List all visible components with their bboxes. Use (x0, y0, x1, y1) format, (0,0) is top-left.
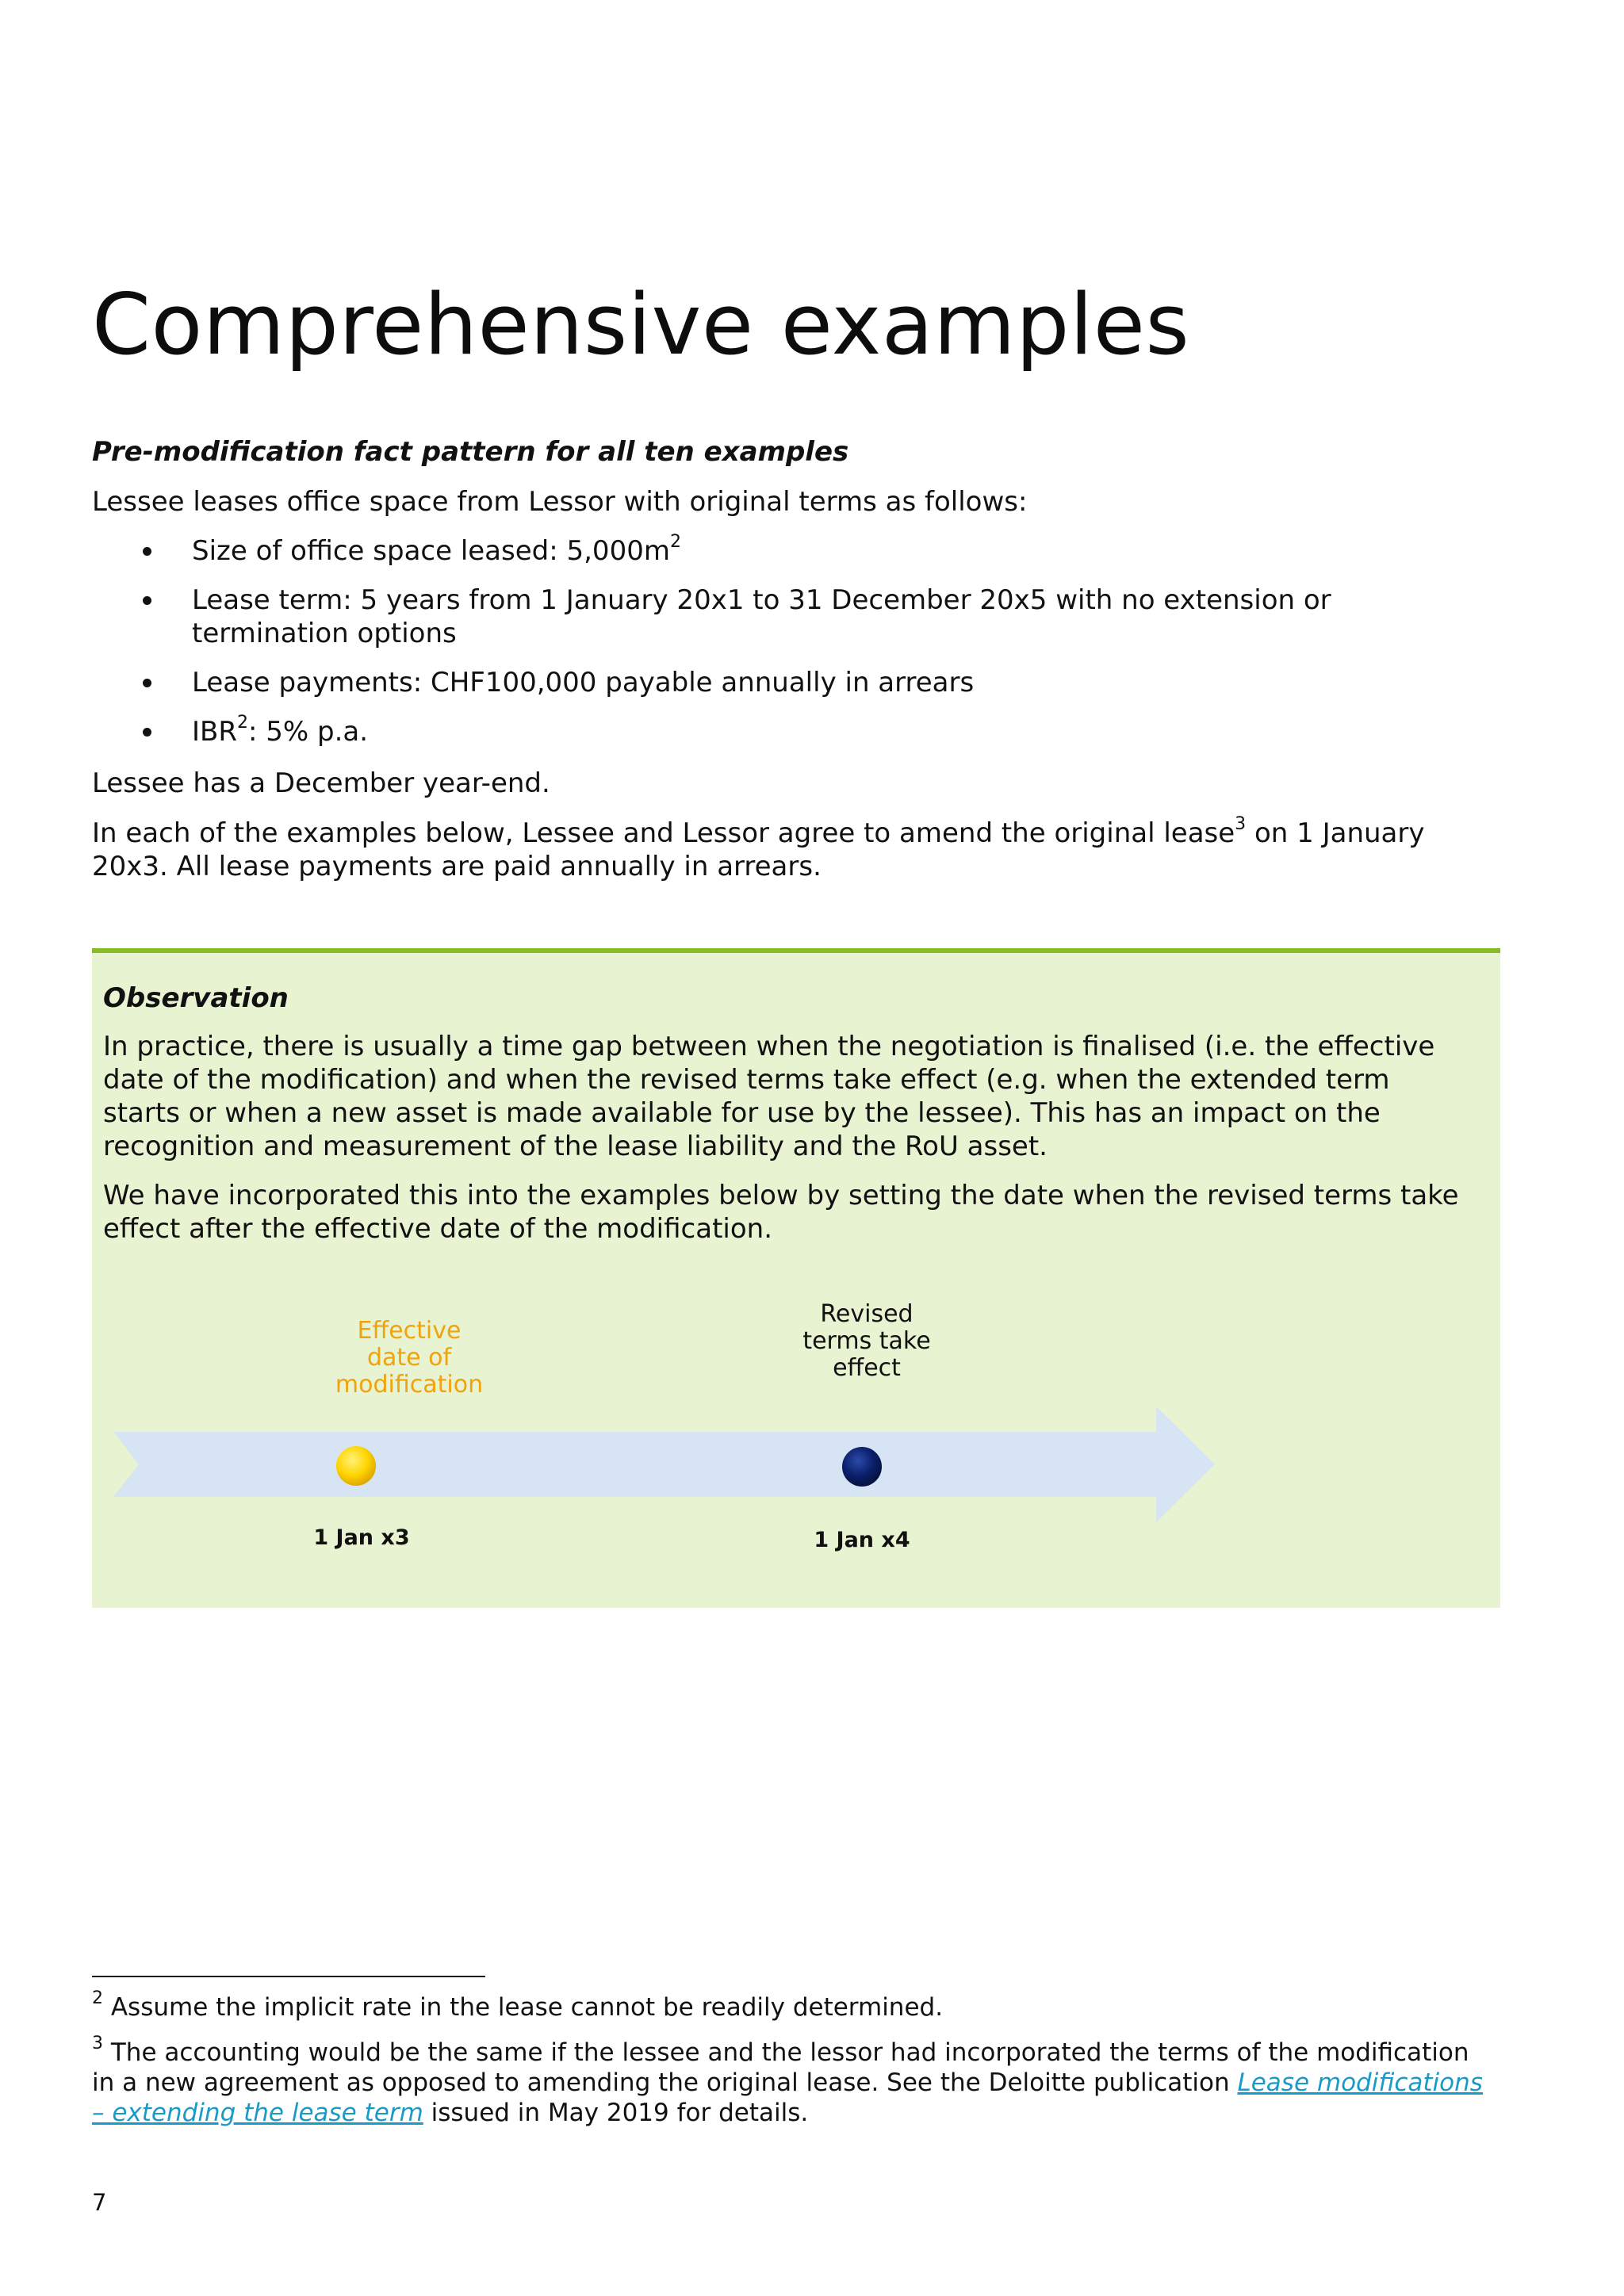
year-end-paragraph: Lessee has a December year-end. (92, 767, 550, 799)
footnote-ref[interactable]: 3 (1235, 813, 1247, 834)
bullet-text: Size of office space leased: 5,000m (192, 535, 670, 567)
lease-terms-list (92, 531, 1503, 764)
section-subheading: Pre-modification fact pattern for all ten examples (92, 436, 849, 468)
bullet-text: Lease payments: CHF100,000 payable annually in arrears (192, 667, 975, 698)
footnote-number: 2 (92, 1988, 103, 2008)
timeline-label-effective-date (306, 1318, 512, 1399)
footnote-text: in a new agreement as opposed to amending the original lease. See the Deloitte publication (92, 2068, 1238, 2097)
label-line: terms take (802, 1327, 931, 1355)
observation-line: recognition and measurement of the lease liability and the RoU asset. (103, 1131, 1048, 1162)
footnote-text: issued in May 2019 for details. (423, 2099, 809, 2127)
footnote-ref[interactable]: 2 (236, 712, 248, 733)
timeline-arrow (113, 1406, 1215, 1522)
footnote-3 (92, 2033, 1503, 2128)
amendment-text: In each of the examples below, Lessee and Lessor agree to amend the original lease (92, 817, 1235, 849)
link-text[interactable]: – extending the lease term (92, 2099, 423, 2127)
amendment-text: on 1 January (1246, 817, 1425, 849)
timeline-label-revised-terms (772, 1301, 962, 1382)
observation-box (92, 948, 1500, 1608)
event-dot-effective-date (336, 1446, 376, 1486)
label-line: Revised (820, 1300, 914, 1328)
observation-line: In practice, there is usually a time gap between when the negotiation is finalised (i.e. the effective (103, 1031, 1435, 1062)
superscript: 2 (669, 531, 681, 552)
event-dot-revised-terms (842, 1447, 882, 1487)
bullet-text: Lease term: 5 years from 1 January 20x1 to 31 December 20x5 with no extension or (192, 584, 1331, 616)
bullet-icon (143, 596, 151, 605)
intro-paragraph: Lessee leases office space from Lessor with original terms as follows: (92, 486, 1028, 518)
bullet-text: IBR (192, 716, 237, 748)
bullet-icon (143, 679, 151, 687)
amendment-text: 20x3. All lease payments are paid annually in arrears. (92, 851, 822, 882)
timeline-diagram (92, 953, 1500, 1608)
label-line: effect (833, 1354, 901, 1382)
list-item (92, 531, 1503, 568)
observation-title: Observation (103, 982, 289, 1014)
footnote-divider (92, 1976, 485, 1977)
page-number: 7 (92, 2189, 107, 2216)
list-item (92, 584, 1503, 650)
footnote-text: Assume the implicit rate in the lease cannot be readily determined. (103, 1993, 944, 2022)
observation-line: effect after the effective date of the modification. (103, 1213, 773, 1245)
bullet-text: : 5% p.a. (247, 716, 369, 748)
list-item (92, 666, 1503, 699)
footnote-number: 3 (92, 2033, 103, 2053)
list-item (92, 712, 1503, 748)
label-line: Effective (357, 1317, 462, 1345)
footnote-text: The accounting would be the same if the lessee and the lessor had incorporated the terms of the modification (103, 2038, 1469, 2067)
timeline-date-1: 1 Jan x3 (313, 1525, 410, 1550)
bullet-text: termination options (192, 618, 457, 649)
observation-line: date of the modification) and when the revised terms take effect (e.g. when the extended term (103, 1064, 1390, 1096)
observation-line: We have incorporated this into the examples below by setting the date when the revised terms take (103, 1180, 1459, 1211)
bullet-icon (143, 547, 151, 556)
footnote-2 (92, 1988, 1503, 2022)
amendment-paragraph (92, 813, 1503, 883)
observation-line: starts or when a new asset is made available for use by the lessee). This has an impact on the (103, 1097, 1381, 1129)
label-line: modification (335, 1371, 484, 1399)
bullet-icon (143, 728, 151, 737)
page-title: Comprehensive examples (92, 276, 1190, 373)
timeline-date-2: 1 Jan x4 (814, 1528, 910, 1552)
label-line: date of (366, 1344, 452, 1372)
link-text[interactable]: Lease modifications (1237, 2068, 1483, 2097)
